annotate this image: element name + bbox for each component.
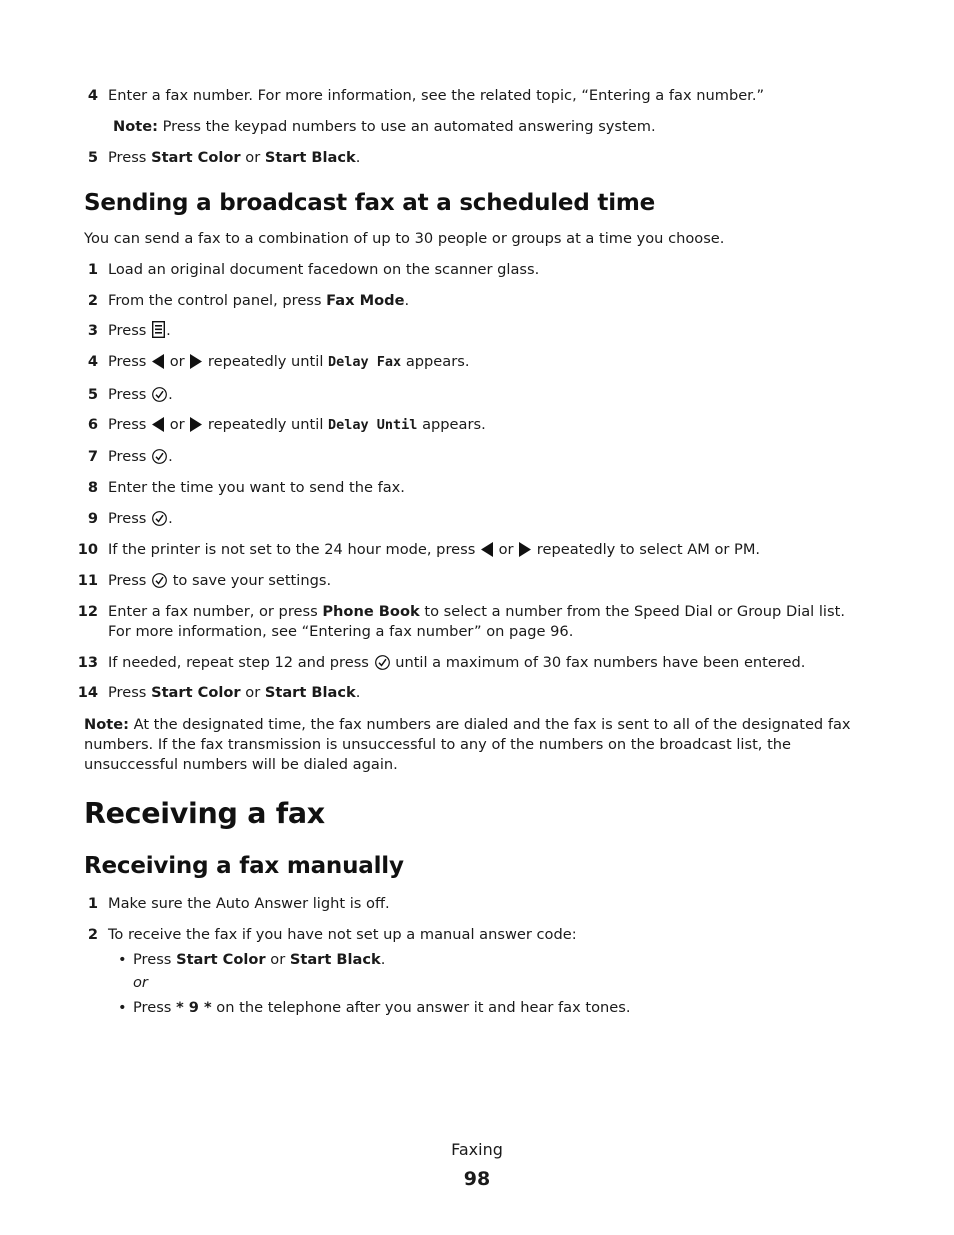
bullet-or: or: [133, 974, 148, 991]
right-arrow-icon: [190, 417, 202, 438]
bullet-item-2: Press * 9 * on the telephone after you answer it and hear fax tones.: [133, 999, 631, 1016]
document-page: 4 Enter a fax number. For more information, see the related topic, “Entering a fax number.” Note: Press the keypad numbers to use an automated answering system. 5 Press Start Color or Start Black. Sending a broadcast fax at a scheduled time You can send a fax to a combination of up to 30 people or groups at a time you choose. 1 Load an original document facedown on the scanner glass. 2 From the control panel, press Fax Mode. 3 Press . 4 Press or repeatedly until Delay Fax appears. 5 Press . 6 Press or repeatedly until Delay Until appears. 7 Press . 8 Enter the time you want to send the fax. 9 Press . 10 If the printer is not set to the 24 hour mode, press or repeatedly to select AM or PM. 11 Press to save your settings. 12 Enter a fax number, or press Phone Book to select a number from the Speed Dial or Group Dial list. For more information, see “Entering a fax number” on page 96. 13 If needed, repeat step 12 and press until a maximum of 30 fax numbers have been entered. 14 Press Start Color or Start Black. Note: At the designated time, the fax numbers are dialed and the fax is sent to all of the designated fax numbers. If the fax transmission is unsuccessful to any of the numbers on the broadcast list, the unsuccessful numbers will be dialed again. Receiving a fax Receiving a fax manually 1 Make sure the Auto Answer light is off. 2 To receive the fax if you have not set up a manual answer code: • Press Start Color or Start Black. or • Press * 9 * on the telephone after you answer it and hear fax tones. Faxing 98: [0, 0, 954, 1235]
page-number: 98: [463, 1168, 491, 1190]
select-check-icon: [375, 655, 390, 676]
section-intro: You can send a fax to a combination of up to 30 people or groups at a time you choose.: [84, 230, 725, 247]
left-arrow-icon: [152, 354, 164, 375]
bullet-dot: •: [118, 999, 127, 1016]
menu-icon: [152, 321, 165, 344]
section-heading-broadcast: Sending a broadcast fax at a scheduled time: [84, 190, 656, 216]
right-arrow-icon: [190, 354, 202, 375]
left-arrow-icon: [481, 542, 493, 563]
select-check-icon: [152, 573, 167, 594]
section-heading-receiving: Receiving a fax: [84, 797, 325, 830]
top-note: Note: Press the keypad numbers to use an automated answering system.: [113, 118, 656, 135]
right-arrow-icon: [519, 542, 531, 563]
select-check-icon: [152, 387, 167, 408]
footer-label: Faxing: [451, 1140, 503, 1159]
select-check-icon: [152, 449, 167, 470]
subheading-receiving-manually: Receiving a fax manually: [84, 853, 404, 879]
bullet-dot: •: [118, 951, 127, 968]
bullet-item-1: Press Start Color or Start Black.: [133, 951, 386, 968]
left-arrow-icon: [152, 417, 164, 438]
broadcast-note: Note: At the designated time, the fax numbers are dialed and the fax is sent to all of the designated fax numbers. If the fax transmission is unsuccessful to any of the numbers on the broadcast list, the unsuccessful numbers will be dialed again.: [84, 716, 851, 773]
select-check-icon: [152, 511, 167, 532]
